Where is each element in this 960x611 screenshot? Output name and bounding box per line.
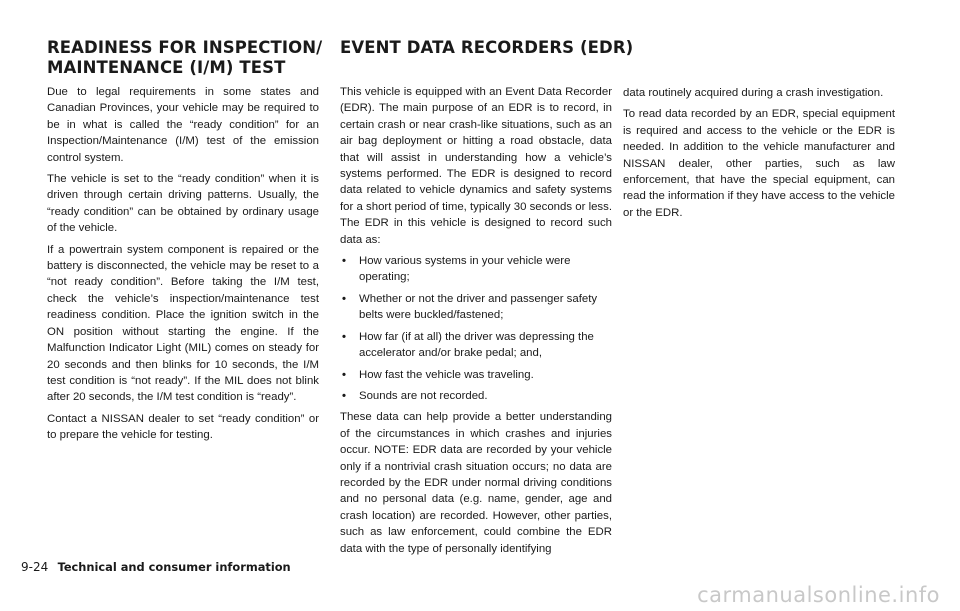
- bullet-icon: •: [342, 368, 346, 381]
- edr-heading: [340, 38, 634, 78]
- page-footer: [21, 560, 291, 574]
- edr-bullet-list: [340, 253, 612, 404]
- heading-line: MAINTENANCE (I/M) TEST: [47, 58, 286, 77]
- heading-line: EVENT DATA RECORDERS (EDR): [340, 38, 634, 57]
- page-number: 9-24: [21, 560, 49, 574]
- list-item: [340, 367, 612, 383]
- list-item: [340, 388, 612, 404]
- paragraph: These data can help provide a better understanding of the circumstances in which crashes and injuries occur. NOTE: EDR data are recorded by your vehicle only if a nontrivial crash situation occurs; no data are recorded by the EDR under normal driving conditions and no personal data (e.g. name, gender, age and crash location) are recorded. However, other parties, such as law enforcement, could combine the EDR data with the type of personally identifying: [340, 411, 612, 555]
- bullet-icon: •: [342, 330, 346, 343]
- list-item: [340, 291, 612, 324]
- paragraph: Contact a NISSAN dealer to set “ready condition” or to prepare the vehicle for testing.: [47, 412, 319, 442]
- footer-section-title: Technical and consumer information: [57, 560, 291, 574]
- paragraph: To read data recorded by an EDR, special equipment is required and access to the vehicle or the EDR is needed. In addition to the vehicle manufacturer and NISSAN dealer, other parties, such as law enforcement, that have the special equipment, can read the information if they have access to the vehicle or the EDR.: [623, 108, 895, 219]
- left-column: [47, 38, 323, 449]
- list-item-text: How fast the vehicle was traveling.: [359, 368, 534, 381]
- readiness-heading: [47, 38, 323, 78]
- paragraph: This vehicle is equipped with an Event Data Recorder (EDR). The main purpose of an EDR is to record, in certain crash or near crash-like situations, such as an air bag deployment or hitting a road obstacle, data that will assist in understanding how a vehicle’s systems performed. The EDR is designed to record data related to vehicle dynamics and safety systems for a short period of time, typically 30 seconds or less. The EDR in this vehicle is designed to record such data as:: [340, 86, 612, 246]
- bullet-icon: •: [342, 292, 346, 305]
- paragraph: If a powertrain system component is repaired or the battery is disconnected, the vehicle may be reset to a “not ready condition”. Before taking the I/M test, check the vehicle’s inspection/maintenance test readiness condition. Place the ignition switch in the ON position without starting the engine. If the Malfunction Indicator Light (MIL) comes on steady for 20 seconds and then blinks for 10 seconds, the I/M test condition is “not ready”. If the MIL does not blink after 20 seconds, the I/M test condition is “ready”.: [47, 243, 319, 404]
- paragraph: data routinely acquired during a crash investigation.: [623, 87, 884, 99]
- paragraph: The vehicle is set to the “ready condition” when it is driven through certain driving patterns. Usually, the “ready condition” can be obtained by ordinary usage of the vehicle.: [47, 173, 319, 235]
- list-item-text: How various systems in your vehicle were operating;: [359, 255, 571, 284]
- list-item: [340, 253, 612, 286]
- paragraph: Due to legal requirements in some states and Canadian Provinces, your vehicle may be required to be in what is called the “ready condition” for an Inspection/Maintenance (I/M) test of the emission control system.: [47, 86, 319, 164]
- bullet-icon: •: [342, 389, 346, 402]
- list-item-text: How far (if at all) the driver was depressing the accelerator and/or brake pedal; and,: [359, 330, 594, 360]
- heading-line: READINESS FOR INSPECTION/: [47, 38, 323, 57]
- right-column: [623, 85, 895, 226]
- list-item-text: Sounds are not recorded.: [359, 389, 488, 402]
- watermark-text: carmanualsonline.info: [697, 583, 940, 607]
- middle-column: [340, 38, 634, 562]
- list-item-text: Whether or not the driver and passenger safety belts were buckled/fastened;: [359, 292, 598, 322]
- bullet-icon: •: [342, 255, 346, 268]
- list-item: [340, 329, 612, 362]
